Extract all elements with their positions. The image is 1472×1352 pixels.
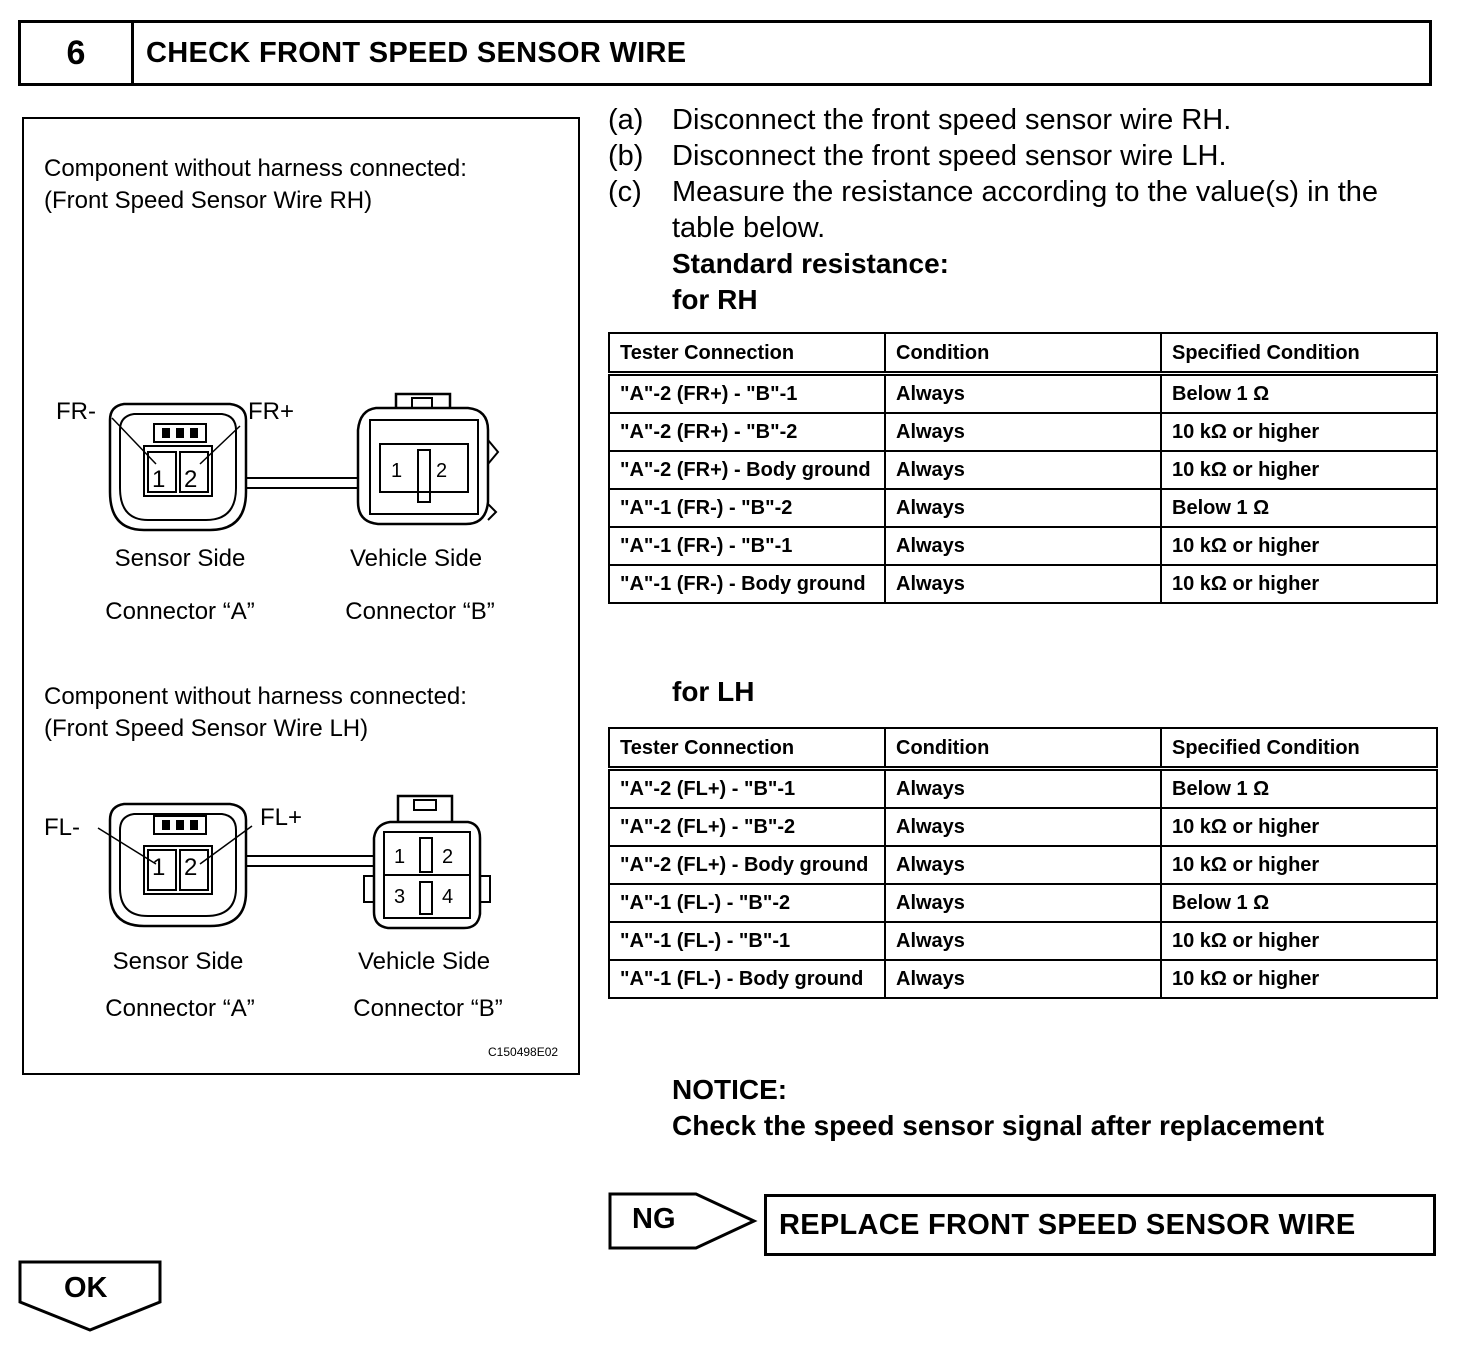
table-row xyxy=(609,846,1437,884)
step-text: Disconnect the front speed sensor wire LH. xyxy=(672,140,1227,172)
specified-condition-cell: Below 1 Ω xyxy=(1161,769,1437,809)
tester-connection-cell: "A"-1 (FL-) - Body ground xyxy=(609,960,885,998)
table-row xyxy=(609,922,1437,960)
condition-cell: Always xyxy=(885,769,1161,809)
step-c xyxy=(608,174,1448,246)
tester-connection-cell: "A"-1 (FR-) - Body ground xyxy=(609,565,885,603)
header-condition: Condition xyxy=(885,728,1161,769)
specified-condition-cell: 10 kΩ or higher xyxy=(1161,565,1437,603)
condition-cell: Always xyxy=(885,808,1161,846)
rh-caption-line-2: (Front Speed Sensor Wire RH) xyxy=(44,187,373,214)
specified-condition-cell: 10 kΩ or higher xyxy=(1161,922,1437,960)
step-header xyxy=(18,20,1432,86)
condition-cell: Always xyxy=(885,565,1161,603)
table-row xyxy=(609,413,1437,451)
tester-connection-cell: "A"-1 (FL-) - "B"-1 xyxy=(609,922,885,960)
lh-b-pin-2: 2 xyxy=(442,846,454,868)
header-specified-condition: Specified Condition xyxy=(1161,728,1437,769)
rh-connector-a-label: Connector “A” xyxy=(105,598,255,625)
lh-pin-minus-label: FL- xyxy=(44,814,80,841)
rh-connector-diagram xyxy=(40,380,560,540)
tester-connection-cell: "A"-1 (FL-) - "B"-2 xyxy=(609,884,885,922)
lh-sensor-side-label: Sensor Side xyxy=(112,948,244,975)
for-rh-heading: for RH xyxy=(672,284,758,315)
condition-cell: Always xyxy=(885,527,1161,565)
table-row xyxy=(609,769,1437,809)
table-row xyxy=(609,451,1437,489)
table-row xyxy=(609,960,1437,998)
lh-connector-a-label: Connector “A” xyxy=(105,995,255,1022)
rh-connector-b-label: Connector “B” xyxy=(345,598,495,625)
condition-cell: Always xyxy=(885,451,1161,489)
lh-b-pin-4: 4 xyxy=(442,886,454,908)
table-row xyxy=(609,374,1437,414)
lh-connector-b-label: Connector “B” xyxy=(353,995,503,1022)
header-tester-connection: Tester Connection xyxy=(609,333,885,374)
step-key: (a) xyxy=(608,104,644,136)
condition-cell: Always xyxy=(885,489,1161,527)
lh-pin-plus-label: FL+ xyxy=(260,804,303,831)
specified-condition-cell: Below 1 Ω xyxy=(1161,374,1437,414)
for-lh-heading: for LH xyxy=(672,676,755,707)
specified-condition-cell: 10 kΩ or higher xyxy=(1161,527,1437,565)
step-title: CHECK FRONT SPEED SENSOR WIRE xyxy=(146,36,687,69)
tester-connection-cell: "A"-2 (FR+) - "B"-1 xyxy=(609,374,885,414)
lh-a-pin-2: 2 xyxy=(184,854,198,881)
step-text: Measure the resistance according to the value(s) in the table below. xyxy=(672,176,1379,244)
specified-condition-cell: 10 kΩ or higher xyxy=(1161,846,1437,884)
tester-connection-cell: "A"-1 (FR-) - "B"-2 xyxy=(609,489,885,527)
specified-condition-cell: 10 kΩ or higher xyxy=(1161,960,1437,998)
table-header-row xyxy=(609,333,1437,374)
step-b xyxy=(608,138,1448,174)
rh-pin-plus-label: FR+ xyxy=(248,398,295,425)
step-key: (c) xyxy=(608,176,642,208)
lh-a-pin-1: 1 xyxy=(152,854,166,881)
procedure-steps xyxy=(608,102,1448,318)
step-key: (b) xyxy=(608,140,644,172)
rh-b-pin-1: 1 xyxy=(391,460,403,482)
step-text: Disconnect the front speed sensor wire RH. xyxy=(672,104,1232,136)
lh-caption-line-1: Component without harness connected: xyxy=(44,683,467,710)
ng-arrow-shape xyxy=(608,1192,758,1250)
rh-caption-line-1: Component without harness connected: xyxy=(44,155,467,182)
table-row xyxy=(609,808,1437,846)
table-row xyxy=(609,527,1437,565)
lh-b-pin-3: 3 xyxy=(394,886,406,908)
condition-cell: Always xyxy=(885,884,1161,922)
tester-connection-cell: "A"-2 (FL+) - "B"-1 xyxy=(609,769,885,809)
table-row xyxy=(609,884,1437,922)
condition-cell: Always xyxy=(885,960,1161,998)
rh-resistance-table xyxy=(608,332,1438,604)
figure-id: C150498E02 xyxy=(488,1045,559,1059)
condition-cell: Always xyxy=(885,846,1161,884)
ng-result-box: REPLACE FRONT SPEED SENSOR WIRE xyxy=(764,1194,1436,1256)
lh-b-pin-1: 1 xyxy=(394,846,406,868)
lh-resistance-table xyxy=(608,727,1438,999)
tester-connection-cell: "A"-2 (FR+) - "B"-2 xyxy=(609,413,885,451)
specified-condition-cell: 10 kΩ or higher xyxy=(1161,413,1437,451)
step-number: 6 xyxy=(21,23,134,83)
rh-vehicle-side-label: Vehicle Side xyxy=(349,545,483,572)
tester-connection-cell: "A"-2 (FL+) - Body ground xyxy=(609,846,885,884)
condition-cell: Always xyxy=(885,413,1161,451)
rh-pin-minus-label: FR- xyxy=(56,398,96,425)
rh-sensor-side-label: Sensor Side xyxy=(114,545,246,572)
tester-connection-cell: "A"-2 (FL+) - "B"-2 xyxy=(609,808,885,846)
tester-connection-cell: "A"-2 (FR+) - Body ground xyxy=(609,451,885,489)
table-row xyxy=(609,565,1437,603)
rh-b-pin-2: 2 xyxy=(436,460,448,482)
lh-vehicle-side-label: Vehicle Side xyxy=(357,948,491,975)
lh-caption-line-2: (Front Speed Sensor Wire LH) xyxy=(44,715,369,742)
header-tester-connection: Tester Connection xyxy=(609,728,885,769)
notice-title: NOTICE: xyxy=(672,1074,788,1105)
tester-connection-cell: "A"-1 (FR-) - "B"-1 xyxy=(609,527,885,565)
header-specified-condition: Specified Condition xyxy=(1161,333,1437,374)
notice-block xyxy=(672,1072,1324,1144)
condition-cell: Always xyxy=(885,374,1161,414)
ng-label: NG xyxy=(632,1203,676,1235)
notice-text: Check the speed sensor signal after replacement xyxy=(672,1110,1325,1141)
standard-resistance-heading: Standard resistance: xyxy=(672,248,949,279)
specified-condition-cell: Below 1 Ω xyxy=(1161,884,1437,922)
header-condition: Condition xyxy=(885,333,1161,374)
specified-condition-cell: 10 kΩ or higher xyxy=(1161,808,1437,846)
rh-a-pin-2: 2 xyxy=(184,466,198,493)
step-a xyxy=(608,102,1448,138)
table-header-row xyxy=(609,728,1437,769)
table-row xyxy=(609,489,1437,527)
rh-a-pin-1: 1 xyxy=(152,466,166,493)
ok-label: OK xyxy=(64,1272,108,1304)
specified-condition-cell: 10 kΩ or higher xyxy=(1161,451,1437,489)
condition-cell: Always xyxy=(885,922,1161,960)
specified-condition-cell: Below 1 Ω xyxy=(1161,489,1437,527)
